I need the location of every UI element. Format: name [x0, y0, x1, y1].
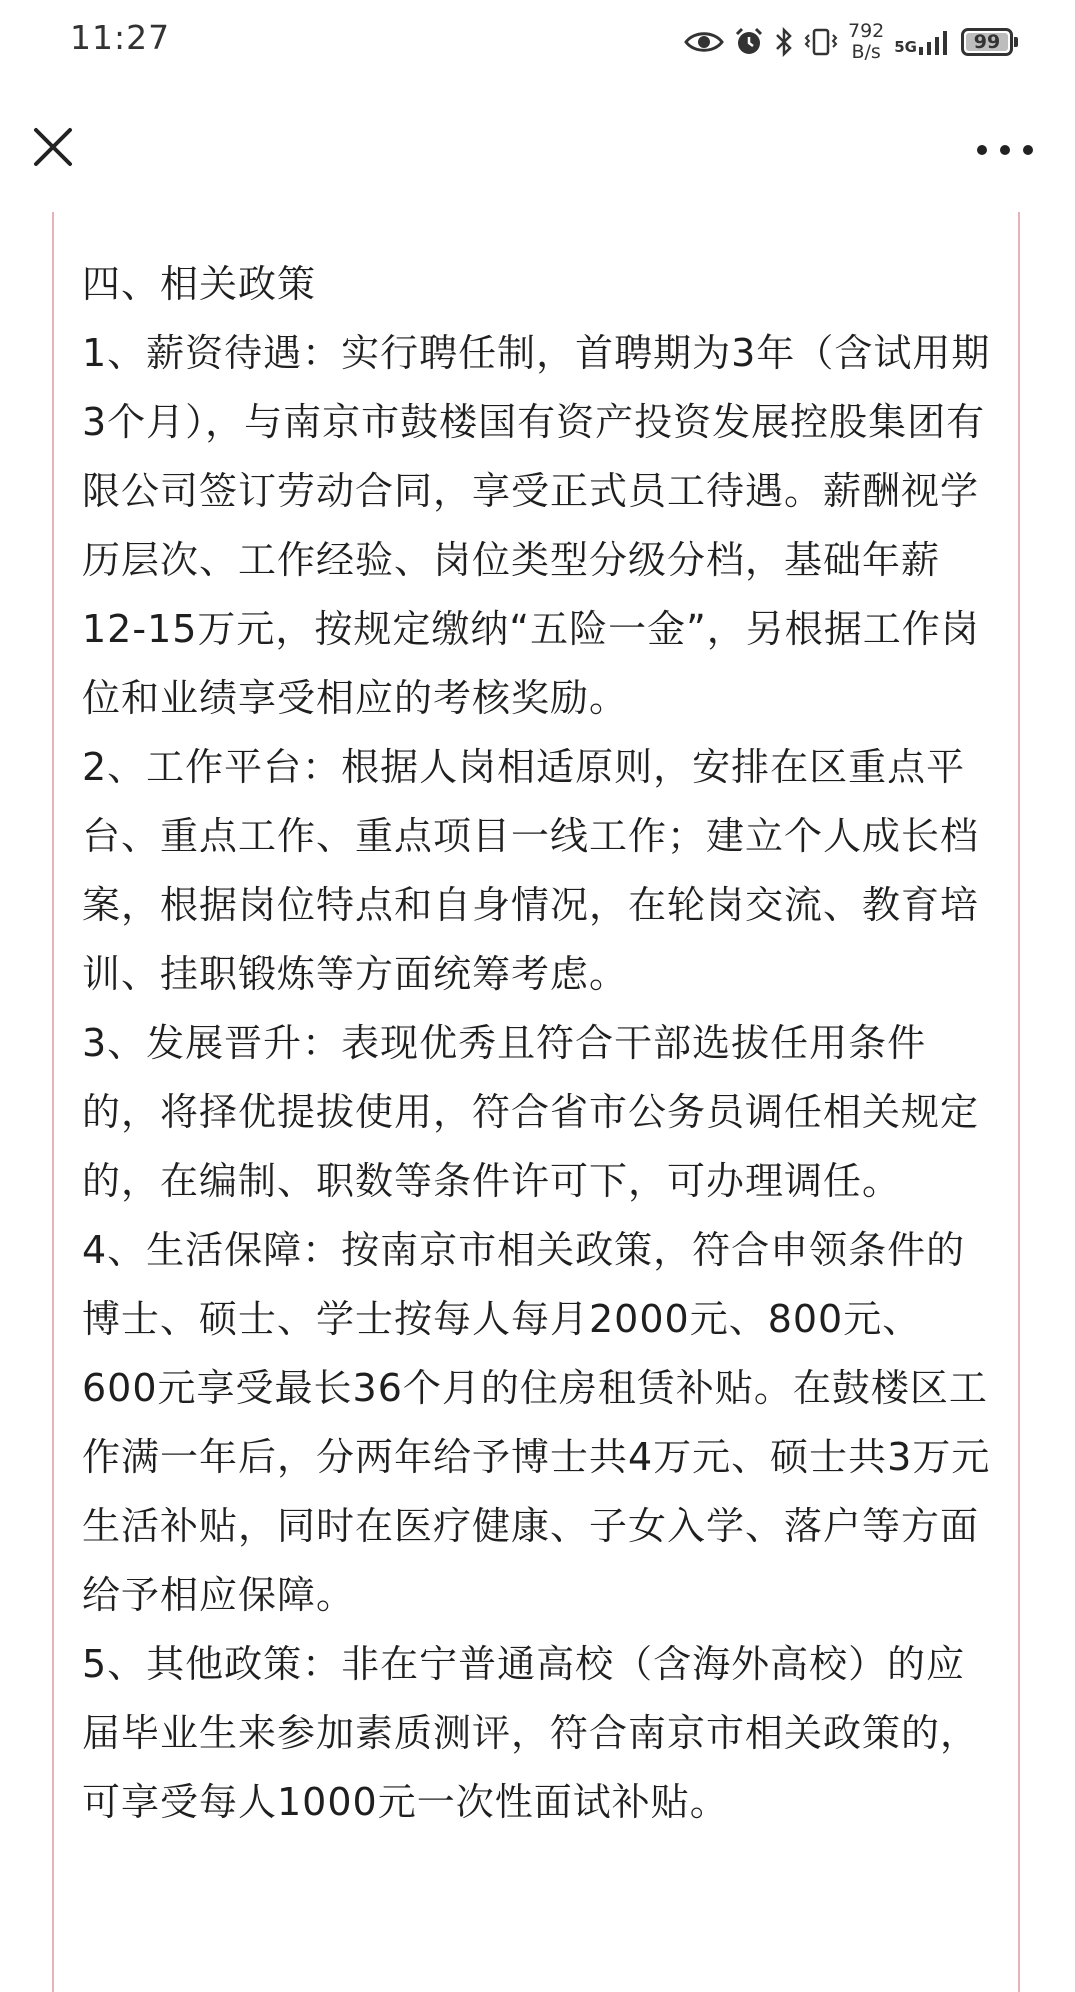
net-speed-value: 792 — [847, 20, 885, 42]
net-speed — [848, 21, 884, 63]
article-body — [82, 250, 994, 1837]
alarm-icon — [734, 27, 764, 57]
policy-paragraph-living: 4、生活保障：按南京市相关政策，符合申领条件的博士、硕士、学士按每人每月2000元、800元、600元享受最长36个月的住房租赁补贴。在鼓楼区工作满一年后，分两年给予博士共4万元、硕士共3万元生活补贴，同时在医疗健康、子女入学、落户等方面给予相应保障。 — [82, 1228, 991, 1617]
battery-level: 99 — [973, 31, 1001, 53]
eye-icon — [684, 29, 724, 55]
battery-icon — [961, 28, 1013, 56]
status-time: 11:27 — [70, 18, 171, 57]
signal-icon — [917, 29, 951, 55]
more-icon — [975, 143, 1035, 157]
article-heading: 四、相关政策 — [82, 262, 317, 306]
policy-paragraph-salary: 1、薪资待遇：实行聘任制，首聘期为3年（含试用期3个月），与南京市鼓楼国有资产投资发展控股集团有限公司签订劳动合同，享受正式员工待遇。薪酬视学历层次、工作经验、岗位类型分级分档，基础年薪12-15万元，按规定缴纳“五险一金”，另根据工作岗位和业绩享受相应的考核奖励。 — [82, 331, 991, 720]
close-icon — [30, 124, 76, 170]
policy-paragraph-platform: 2、工作平台：根据人岗相适原则，安排在区重点平台、重点工作、重点项目一线工作；建立个人成长档案，根据岗位特点和自身情况，在轮岗交流、教育培训、挂职锻炼等方面统筹考虑。 — [82, 745, 980, 996]
close-button[interactable] — [30, 124, 76, 170]
nav-bar — [0, 84, 1075, 212]
policy-paragraph-other: 5、其他政策：非在宁普通高校（含海外高校）的应届毕业生来参加素质测评，符合南京市相关政策的，可享受每人1000元一次性面试补贴。 — [82, 1642, 980, 1824]
more-button[interactable] — [975, 142, 1035, 156]
signal-group — [894, 29, 951, 55]
article-content — [0, 212, 1075, 1971]
vibrate-icon — [804, 27, 838, 57]
status-icons — [684, 14, 1013, 70]
bluetooth-icon — [774, 27, 794, 57]
net-speed-unit: B/s — [851, 41, 881, 63]
status-bar — [0, 0, 1075, 84]
policy-paragraph-promotion: 3、发展晋升：表现优秀且符合干部选拔任用条件的，将择优提拔使用，符合省市公务员调任相关规定的，在编制、职数等条件许可下，可办理调任。 — [82, 1021, 980, 1203]
network-type: 5G — [894, 38, 917, 56]
